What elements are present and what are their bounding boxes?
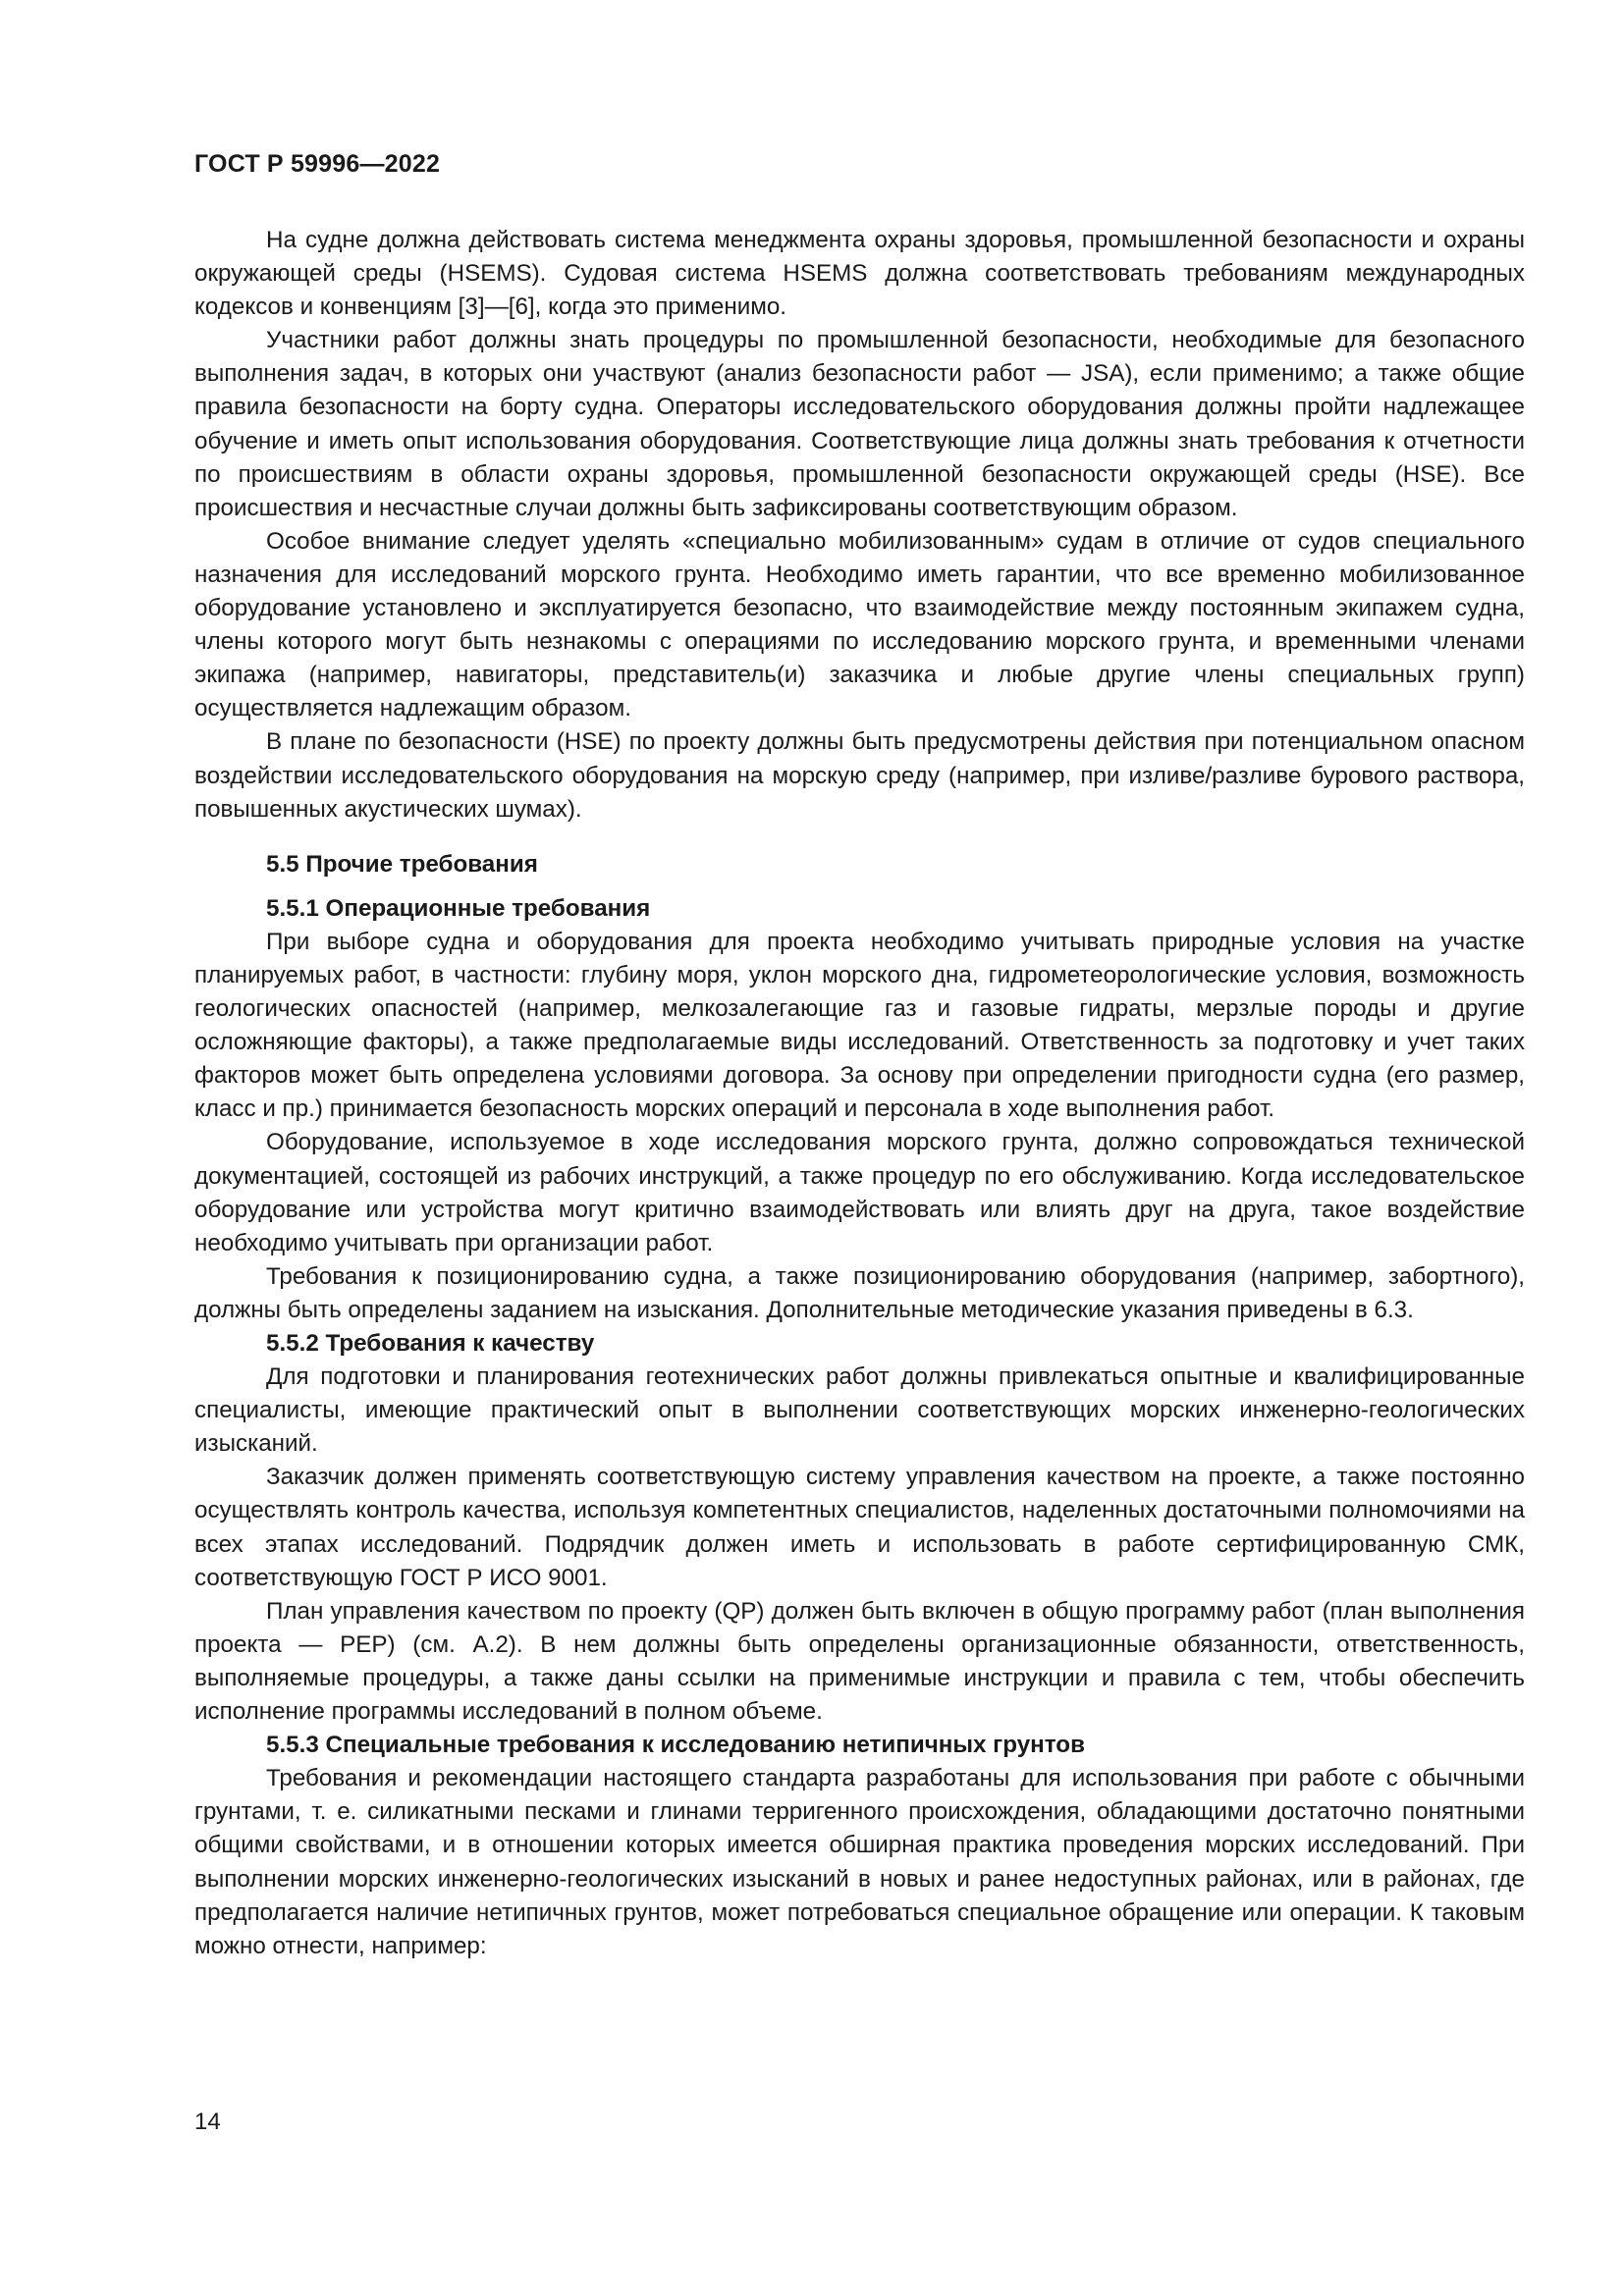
paragraph: Заказчик должен применять соответствующую систему управления качеством на проекте, а также постоянно осуществлять контроль качества, используя компетентных специалистов, наделенных достаточными полномочиями на всех этапах исследований. Подрядчик должен иметь и использовать в работе сертифицированную СМК, соответствующую ГОСТ Р ИСО 9001. <box>194 1464 1525 1591</box>
paragraph: Требования и рекомендации настоящего стандарта разработаны для использования при работе с обычными грунтами, т. е. силикатными песками и глинами терригенного происхождения, обладающими достаточно понятными общими свойствами, и в отношении которых имеется обширная практика проведения морских исследований. При выполнении морских инженерно-геологических изысканий в новых и ранее недоступных районах, или в районах, где предполагается наличие нетипичных грунтов, может потребоваться специальное обращение или операции. К таковым можно отнести, например: <box>194 1765 1525 1959</box>
paragraph: План управления качеством по проекту (QP) должен быть включен в общую программу работ (план выполнения проекта — PEP) (см. А.2). В нем должны быть определены организационные обязанности, ответственность, выполняемые процедуры, а также даны ссылки на применимые инструкции и правила с тем, чтобы обеспечить исполнение программы исследований в полном объеме. <box>194 1597 1525 1726</box>
subsection-heading-5-5-1: 5.5.1 Операционные требования <box>266 894 651 922</box>
paragraph: Для подготовки и планирования геотехнических работ должны привлекаться опытные и квалифицированные специалисты, имеющие практический опыт в выполнении соответствующих морских инженерно-геологических изысканий. <box>194 1363 1525 1458</box>
paragraph: Особое внимание следует уделять «специально мобилизованным» судам в отличие от судов специального назначения для исследований морского грунта. Необходимо иметь гарантии, что все временно мобилизованное оборудование установлено и эксплуатируется безопасно, что взаимодействие между постоянным экипажем судна, члены которого могут быть незнакомы с операциями по исследованию морского грунта, и временными членами экипажа (например, навигаторы, представитель(и) заказчика и любые другие члены специальных групп) осуществляется надлежащим образом. <box>194 527 1525 722</box>
paragraph: При выборе судна и оборудования для проекта необходимо учитывать природные условия на участке планируемых работ, в частности: глубину моря, уклон морского дна, гидрометеорологические условия, возможность геологических опасностей (например, мелкозалегающие газ и газовые гидраты, мерзлые породы и другие осложняющие факторы), а также предполагаемые виды исследований. Ответственность за подготовку и учет таких факторов может быть определена условиями договора. За основу при определении пригодности судна (его размер, класс и пр.) принимается безопасность морских операций и персонала в ходе выполнения работ. <box>194 928 1525 1123</box>
paragraph: Требования к позиционированию судна, а также позиционированию оборудования (например, забортного), должны быть определены заданием на изыскания. Дополнительные методические указания приведены в 6.3. <box>194 1262 1525 1323</box>
subsection-heading-5-5-2: 5.5.2 Требования к качеству <box>266 1330 595 1357</box>
document-code-header: ГОСТ Р 59996—2022 <box>194 150 441 178</box>
section-heading-5-5: 5.5 Прочие требования <box>266 850 538 878</box>
subsection-heading-5-5-3: 5.5.3 Специальные требования к исследованию нетипичных грунтов <box>266 1732 1085 1759</box>
paragraph: Участники работ должны знать процедуры по промышленной безопасности, необходимые для безопасного выполнения задач, в которых они участвуют (анализ безопасности работ — JSA), если применимо; а также общие правила безопасности на борту судна. Операторы исследовательского оборудования должны пройти надлежащее обучение и иметь опыт использования оборудования. Соответствующие лица должны знать требования к отчетности по происшествиям в области охраны здоровья, промышленной безопасности окружающей среды (HSE). Все происшествия и несчастные случаи должны быть зафиксированы соответствующим образом. <box>194 327 1525 521</box>
page-number: 14 <box>194 2109 221 2135</box>
paragraph: На судне должна действовать система менеджмента охраны здоровья, промышленной безопасности и охраны окружающей среды (HSEMS). Судовая система HSEMS должна соответствовать требованиям международных кодексов и конвенциям [3]—[6], когда это применимо. <box>194 227 1525 321</box>
paragraph: В плане по безопасности (HSE) по проекту должны быть предусмотрены действия при потенциальном опасном воздействии исследовательского оборудования на морскую среду (например, при изливе/разливе бурового раствора, повышенных акустических шумах). <box>194 728 1525 823</box>
paragraph: Оборудование, используемое в ходе исследования морского грунта, должно сопровождаться технической документацией, состоящей из рабочих инструкций, а также процедур по его обслуживанию. Когда исследовательское оборудование или устройства могут критично взаимодействовать или влиять друг на друга, такое воздействие необходимо учитывать при организации работ. <box>194 1129 1525 1256</box>
document-body <box>194 224 1525 1963</box>
